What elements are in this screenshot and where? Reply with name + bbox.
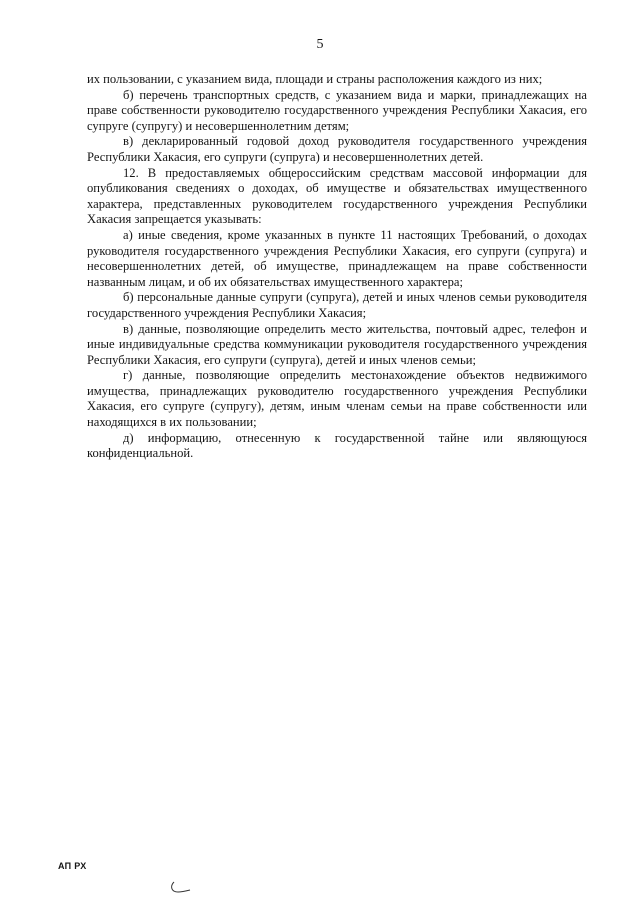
paragraph-item-a-other-info: а) иные сведения, кроме указанных в пункте 11 настоящих Требований, о доходах руководителя государственного учреждения Республики Хакасия, его супруги (супруга) и несовершеннолетних детей, об имуществе, принадлежащем на праве собственности названным лицам, и об их обязательствах имущественного характера; bbox=[87, 227, 587, 289]
footer-stamp: АП РХ bbox=[58, 861, 87, 871]
paragraph-item-d-secret-info: д) информацию, отнесенную к государственной тайне или являющуюся конфиденциальной. bbox=[87, 430, 587, 461]
scan-artifact-mark bbox=[168, 880, 198, 896]
paragraph-item-v-contact-data: в) данные, позволяющие определить место жительства, почтовый адрес, телефон и иные индивидуальные средства коммуникации руководителя государственного учреждения Республики Хакасия, его супруги (супруга), детей и иных членов семьи; bbox=[87, 321, 587, 367]
document-body bbox=[87, 72, 587, 462]
paragraph-item-b-vehicles: б) перечень транспортных средств, с указанием вида и марки, принадлежащих на праве собственности руководителю государственного учреждения Республики Хакасия, его супруге (супругу) и несовершеннолетним детям; bbox=[87, 87, 587, 133]
paragraph-item-g-property-location: г) данные, позволяющие определить местонахождение объектов недвижимого имущества, принадлежащих руководителю государственного учреждения Республики Хакасия, его супруге (супругу), детям, иным членам семьи на праве собственности или находящихся в их пользовании; bbox=[87, 368, 587, 430]
paragraph-item-v-income: в) декларированный годовой доход руководителя государственного учреждения Республики Хакасия, его супруги (супруга) и несовершеннолетних детей. bbox=[87, 134, 587, 164]
page-number: 5 bbox=[316, 37, 324, 52]
paragraph-continuation: их пользовании, с указанием вида, площади и страны расположения каждого из них; bbox=[87, 72, 543, 86]
paragraph-item-b-personal-data: б) персональные данные супруги (супруга), детей и иных членов семьи руководителя государственного учреждения Республики Хакасия; bbox=[87, 290, 587, 320]
paragraph-section-12: 12. В предоставляемых общероссийским средствам массовой информации для опубликования сведениях о доходах, об имуществе и обязательствах имущественного характера, представленных руководителем государственного учреждения Республики Хакасия запрещается указывать: bbox=[87, 165, 587, 227]
